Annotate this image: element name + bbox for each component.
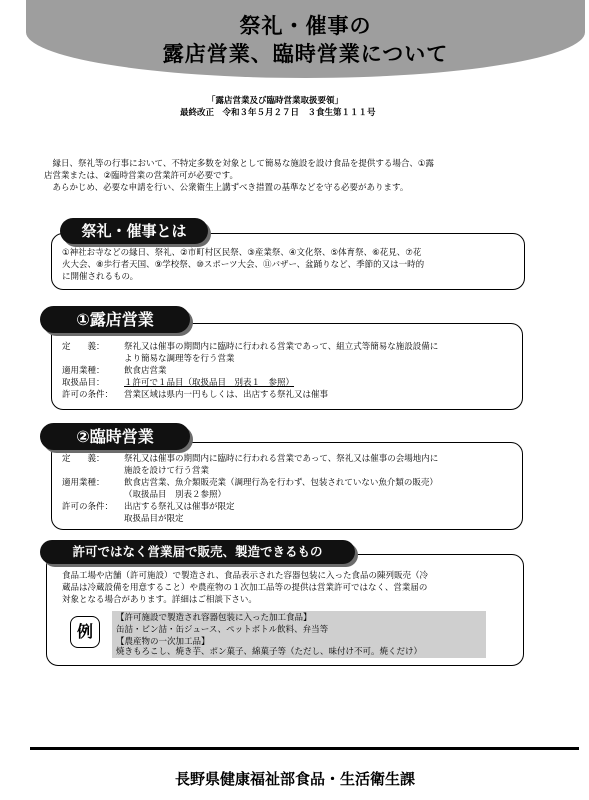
intro-line: 縁日、祭礼等の行事において、不特定多数を対象として簡易な施設を設け食品を提供する場合、①露 — [44, 159, 434, 169]
definition-line: 祭礼又は催事の期間内に臨時に行われる営業であって、祭礼又は催事の会場地内に — [124, 454, 439, 464]
footer-department: 長野県健康福祉部食品・生活衛生課 — [174, 770, 415, 788]
type-line: （取扱品目 別表２参照） — [124, 490, 227, 500]
temporary-heading: ②臨時営業 — [40, 423, 190, 450]
definition-line: より簡易な調理等を行う営業 — [124, 354, 235, 364]
definition-label: 定 義： — [62, 342, 105, 352]
notice-heading: 許可ではなく営業届で販売、製造できるもの — [40, 540, 355, 564]
reference-name: 「露店営業及び臨時営業取扱要領」 — [207, 96, 344, 106]
example-line: 【農産物の一次加工品】 — [116, 637, 210, 647]
title-line-1: 祭礼・催事の — [239, 14, 372, 38]
stall-definition-row — [62, 341, 517, 365]
stall-condition-row — [62, 389, 517, 401]
reference-revision: 最終改正 令和３年５月２７日 ３食生第１１１号 — [180, 108, 376, 118]
festival-text — [62, 247, 522, 283]
items-value: １許可で１品目（取扱品目 別表１ 参照） — [124, 378, 295, 388]
intro-line: 店営業または、②臨時営業の営業許可が必要です。 — [44, 171, 238, 181]
example-label: 例 — [70, 616, 100, 648]
example-line: 【許可施設で製造され容器包装に入った加工食品】 — [116, 613, 312, 623]
temporary-condition-row — [62, 501, 517, 525]
intro-text — [44, 158, 548, 194]
temporary-definition-row — [62, 453, 517, 477]
definition-label: 定 義： — [62, 454, 105, 464]
type-label: 適用業種： — [62, 366, 105, 376]
example-line: 缶詰・ビン詰・缶ジュース、ペットボトル飲料、弁当等 — [116, 625, 329, 635]
festival-line: ①神社お寺などの縁日、祭礼、②市町村区民祭、③産業祭、④文化祭、⑤体育祭、⑥花見、⑦花 — [62, 248, 422, 258]
condition-line: 取扱品目が限定 — [124, 514, 184, 524]
notice-line: 対象となる場合があります。詳細はご相談下さい。 — [62, 595, 257, 605]
stall-details — [62, 341, 517, 401]
definition-line: 祭礼又は催事の期間内に臨時に行われる営業であって、組立式等簡易な施設設備に — [124, 342, 439, 352]
stall-type-row — [62, 365, 517, 377]
condition-value: 営業区域は県内一円もしくは、出店する祭礼又は催事 — [124, 390, 329, 400]
condition-line: 出店する祭礼又は催事が限定 — [124, 502, 235, 512]
festival-line: 火大会、⑧歩行者天国、⑨学校祭、⑩スポーツ大会、⑪バザー、盆踊りなど、季節的又は一時的 — [62, 260, 425, 270]
intro-line: あらかじめ、必要な申請を行い、公衆衛生上講ずべき措置の基準などを守る必要があります。 — [44, 183, 409, 193]
festival-heading: 祭礼・催事とは — [60, 218, 208, 244]
notice-line: 食品工場や店舗（許可施設）で製造され、食品表示された容器包装に入った食品の陳列販売（冷 — [62, 571, 429, 581]
condition-label: 許可の条件： — [62, 390, 114, 400]
type-line: 飲食店営業、魚介類販売業（調理行為を行わず、包装されていない魚介類の販売） — [124, 478, 438, 488]
notice-text — [62, 570, 517, 606]
temporary-details — [62, 453, 517, 525]
items-label: 取扱品目： — [62, 378, 105, 388]
type-value: 飲食店営業 — [124, 366, 167, 376]
stall-items-row — [62, 377, 517, 389]
festival-line: に開催されるもの。 — [62, 272, 139, 282]
temporary-type-row — [62, 477, 517, 501]
example-line: 焼きもろこし、焼き芋、ポン菓子、綿菓子等（ただし、味付け不可。焼くだけ） — [116, 647, 423, 657]
notice-line: 蔵品は冷蔵設備を用意すること）や農産物の１次加工品等の提供は営業許可ではなく、営業届の — [62, 583, 428, 593]
type-label: 適用業種： — [62, 478, 105, 488]
footer-divider — [30, 747, 579, 750]
title-line-2: 露店営業、臨時営業について — [162, 42, 449, 66]
definition-line: 施設を設けて行う営業 — [124, 466, 210, 476]
stall-heading: ①露店営業 — [40, 306, 190, 333]
condition-label: 許可の条件： — [62, 502, 114, 512]
